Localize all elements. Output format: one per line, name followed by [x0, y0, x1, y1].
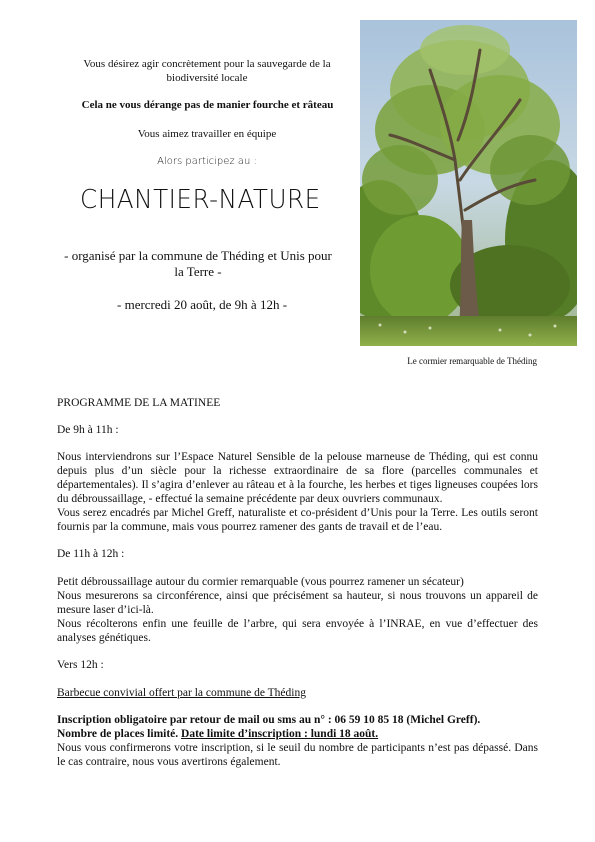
slot-1-paragraph-2: Vous serez encadrés par Michel Greff, naturaliste et co-président d’Unis pour la Terre. Les outils seront fournis par la commune, mais vous pourrez ramener des gants de travail et de l’eau.: [57, 507, 538, 533]
organizer-line: - organisé par la commune de Théding et Unis pour la Terre -: [64, 248, 332, 279]
slot-3-text: Barbecue convivial offert par la commune de Théding: [57, 687, 306, 699]
registration-line-2: [57, 727, 538, 741]
intro-line-3: Vous aimez travailler en équipe: [137, 128, 277, 140]
registration-line-1: Inscription obligatoire par retour de mail ou sms au n° : 06 59 10 85 18 (Michel Greff).: [57, 714, 481, 726]
slot-2-heading: De 11h à 12h :: [57, 548, 125, 560]
slot-2-paragraph-2: Nous mesurerons sa circonférence, ainsi que précisément sa hauteur, si nous trouvons un appareil de mesure laser d’ici-là.: [57, 590, 538, 616]
registration-line-3: Nous vous confirmerons votre inscription, si le seuil du nombre de participants n’est pas dépassé. Dans le cas contraire, nous vous avertirons également.: [57, 742, 538, 768]
photo-caption: Le cormier remarquable de Théding: [407, 356, 537, 366]
intro-line-2: Cela ne vous dérange pas de manier fourche et râteau: [81, 99, 334, 111]
slot-2-text: [57, 575, 538, 645]
intro-line-1: Vous désirez agir concrètement pour la sauvegarde de la biodiversité locale: [83, 58, 331, 84]
program-heading: PROGRAMME DE LA MATINEE: [57, 397, 221, 409]
slot-1-paragraph-1: Nous interviendrons sur l’Espace Naturel Sensible de la pelouse marneuse de Théding, qui est connu depuis plus d’un siècle pour la richesse extraordinaire de sa flore (parcelles communales et départementales). Il s’agira d’enlever au râteau et à la fourche, les herbes et tiges ligneuses coupées lors du débroussaillage, - effectué la semaine précédente par deux ouvriers communaux.: [57, 451, 538, 505]
intro-line-4: Alors participez au :: [157, 156, 257, 167]
page-title: CHANTIER-NATURE: [80, 185, 321, 215]
places-limited: Nombre de places limité.: [57, 728, 179, 740]
slot-2-paragraph-3: Nous récolterons enfin une feuille de l’arbre, qui sera envoyée à l’INRAE, en vue d’effectuer des analyses génétiques.: [57, 618, 538, 644]
event-date: - mercredi 20 août, de 9h à 12h -: [117, 297, 288, 312]
slot-3-heading: Vers 12h :: [57, 659, 104, 671]
slot-1-text: [57, 450, 538, 534]
registration-block: [57, 713, 538, 769]
slot-1-heading: De 9h à 11h :: [57, 424, 119, 436]
slot-2-paragraph-1: Petit débroussaillage autour du cormier remarquable (vous pourrez ramener un sécateur): [57, 576, 464, 588]
registration-deadline: Date limite d’inscription : lundi 18 août.: [181, 728, 379, 740]
tree-photo: [360, 20, 577, 346]
